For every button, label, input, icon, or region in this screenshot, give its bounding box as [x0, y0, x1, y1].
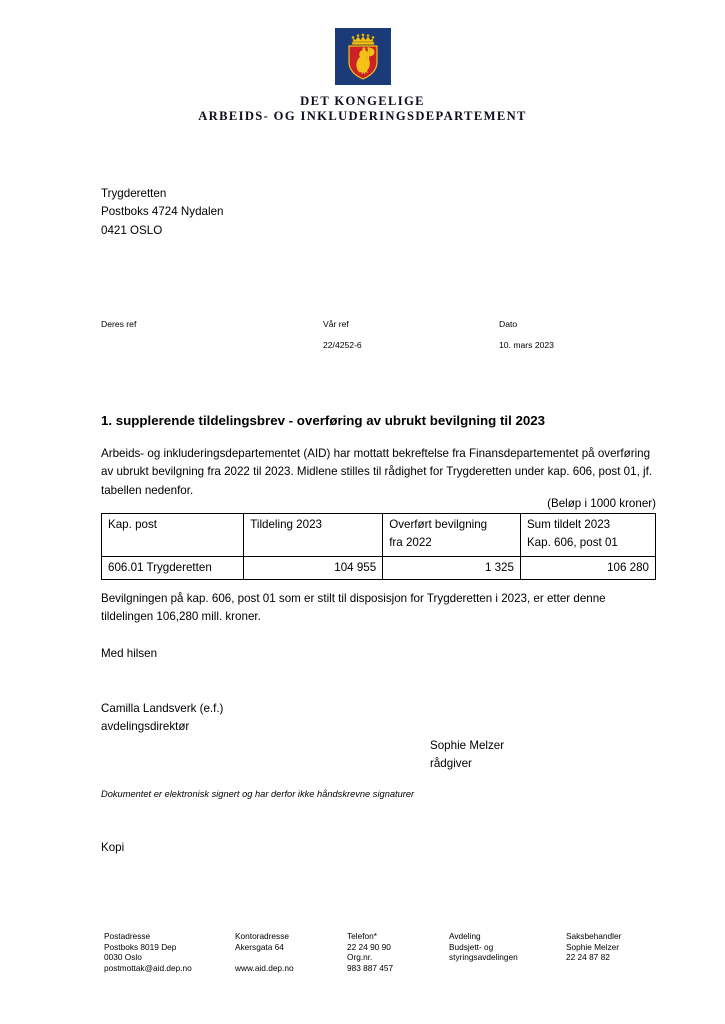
allocation-table [101, 513, 656, 580]
footer-postadresse-line1: Postboks 8019 Dep [104, 941, 177, 952]
our-ref-label: Vår ref [323, 319, 349, 329]
body-paragraph-1: Arbeids- og inkluderingsdepartementet (AID) har mottatt bekreftelse fra Finansdepartementet på overføring av ubrukt bevilgning fra 2022 til 2023. Midlene stilles til rådighet for Trygderetten under kap. 606, post 01, jf. tabellen nedenfor. [101, 447, 653, 497]
date-column [499, 318, 554, 351]
footer-postadresse-email[interactable]: postmottak@aid.dep.no [104, 963, 192, 974]
our-ref-value: 22/4252-6 [323, 340, 362, 350]
footer-column-avdeling [449, 931, 518, 963]
table-header-row [102, 514, 656, 557]
date-label: Dato [499, 319, 518, 329]
letterhead [0, 28, 725, 124]
recipient-address [101, 185, 223, 240]
header-overfort-line1: Overført bevilgning [389, 518, 488, 531]
footer-avdeling-line1: Budsjett- og [449, 941, 494, 952]
header-tildeling-line1: Tildeling 2023 [250, 518, 322, 531]
signer-left-title: avdelingsdirektør [101, 720, 190, 734]
footer-column-telefon [347, 931, 393, 974]
date-value: 10. mars 2023 [499, 340, 554, 350]
header-cell-sum [520, 514, 655, 557]
footer-postadresse-line2: 0030 Oslo [104, 952, 142, 963]
footer-kontoradresse-line1: Akersgata 64 [235, 941, 284, 952]
footer-postadresse-head: Postadresse [104, 931, 151, 941]
footer-kontoradresse-line2 [235, 952, 294, 963]
header-cell-tildeling [244, 514, 383, 557]
table-row [102, 557, 656, 580]
closing-greeting: Med hilsen [101, 647, 158, 660]
their-ref-label: Deres ref [101, 319, 137, 329]
signature-block-right [430, 737, 504, 774]
footer-avdeling-line2: styringsavdelingen [449, 952, 518, 963]
footer-telefon-head: Telefon* [347, 931, 377, 941]
norwegian-coat-of-arms-icon [335, 28, 391, 85]
footer-telefon-number: 22 24 90 90 [347, 941, 391, 952]
header-kap-post-line1: Kap. post [108, 518, 157, 531]
department-line-2: ARBEIDS- OG INKLUDERINGSDEPARTEMENT [198, 109, 527, 123]
amount-unit-note: (Beløp i 1000 kroner) [547, 497, 656, 510]
footer-avdeling-head: Avdeling [449, 931, 481, 941]
footer-column-saksbehandler [566, 931, 621, 963]
electronic-signature-note: Dokumentet er elektronisk signert og har derfor ikke håndskrevne signaturer [101, 789, 415, 799]
recipient-street: Postboks 4724 Nydalen [101, 205, 224, 219]
their-ref-column [101, 318, 136, 339]
footer-column-kontoradresse [235, 931, 294, 974]
copy-recipients-label: Kopi [101, 841, 125, 854]
recipient-city: 0421 OSLO [101, 223, 163, 237]
footer-saksbehandler-phone: 22 24 87 82 [566, 952, 610, 963]
footer-kontoradresse-website[interactable]: www.aid.dep.no [235, 963, 294, 974]
signature-block-left [101, 700, 223, 737]
footer-orgnr-label: Org.nr. [347, 952, 373, 963]
signer-right-name: Sophie Melzer [430, 739, 505, 752]
cell-kap-post: 606.01 Trygderetten [102, 557, 244, 580]
signer-right-title: rådgiver [430, 757, 472, 771]
department-line-1: DET KONGELIGE [300, 94, 425, 108]
department-name [0, 94, 725, 124]
header-cell-kap-post [102, 514, 244, 557]
header-overfort-line2: fra 2022 [389, 536, 432, 549]
footer-orgnr-value: 983 887 457 [347, 963, 394, 974]
footer-column-postadresse [104, 931, 192, 974]
header-sum-line1: Sum tildelt 2023 [526, 518, 611, 531]
signer-left-name: Camilla Landsverk (e.f.) [101, 702, 224, 715]
cell-overfort-fra-2022: 1 325 [383, 557, 521, 580]
document-subject-heading: 1. supplerende tildelingsbrev - overføring av ubrukt bevilgning til 2023 [101, 413, 546, 428]
header-cell-overfort [383, 514, 521, 557]
footer-saksbehandler-name: Sophie Melzer [566, 941, 620, 952]
cell-sum-tildelt-2023: 106 280 [520, 557, 655, 580]
footer-kontoradresse-head: Kontoradresse [235, 931, 289, 941]
header-sum-line2: Kap. 606, post 01 [526, 536, 618, 549]
cell-tildeling-2023: 104 955 [244, 557, 383, 580]
recipient-name: Trygderetten [101, 187, 167, 200]
our-ref-column [323, 318, 362, 351]
body-paragraph-2: Bevilgningen på kap. 606, post 01 som er stilt til disposisjon for Trygderetten i 2023, er etter denne tildelingen 106,280 mill. kroner. [101, 592, 606, 624]
footer-saksbehandler-head: Saksbehandler [566, 931, 622, 941]
